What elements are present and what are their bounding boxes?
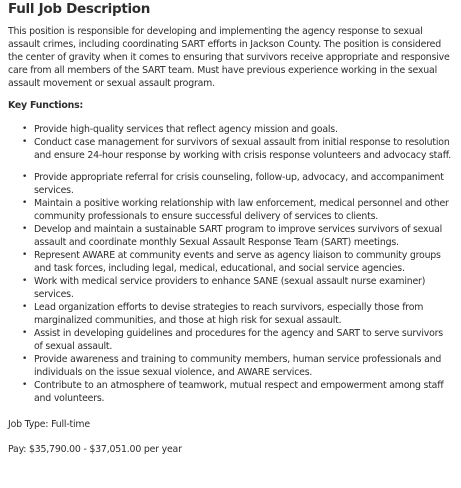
list-item	[8, 197, 453, 223]
list-item	[8, 123, 453, 136]
job-type-text: Job Type: Full-time	[8, 419, 90, 430]
list-item	[8, 353, 453, 379]
list-item-text: Provide high-quality services that reflect agency mission and goals.	[34, 124, 338, 135]
bullet-icon: •	[22, 137, 28, 147]
pay-text: Pay: $35,790.00 - $37,051.00 per year	[8, 444, 182, 455]
list-item-text: Develop and maintain a sustainable SART program to improve services survivors of sexual assault and coordinate monthly Sexual Assault Response Team (SART) meetings.	[34, 224, 443, 248]
list-item	[8, 171, 453, 197]
list-item-text: Assist in developing guidelines and procedures for the agency and SART to serve survivors of sexual assault.	[34, 328, 443, 352]
list-item	[8, 136, 453, 162]
description-paragraph: This position is responsible for developing and implementing the agency response to sexual assault crimes, including coordinating SART efforts in Jackson County. The position is considered the center of gravity when it comes to ensuring that survivors receive appropriate and responsive care from all members of the SART team. Must have previous experience working in the sexual assault movement or sexual assault program.	[8, 26, 450, 89]
bullet-icon: •	[22, 198, 28, 208]
bullet-icon: •	[22, 250, 28, 260]
bullet-icon: •	[22, 328, 28, 338]
bullet-icon: •	[22, 224, 28, 234]
list-item	[8, 379, 453, 405]
bullet-icon: •	[22, 354, 28, 364]
list-item-text: Maintain a positive working relationship with law enforcement, medical personnel and other community professionals to ensure successful delivery of services to clients.	[34, 198, 449, 222]
bullet-icon: •	[22, 172, 28, 182]
list-item-text: Provide awareness and training to community members, human service professionals and individuals on the issue sexual violence, and AWARE services.	[34, 354, 442, 378]
list-item	[8, 301, 453, 327]
key-functions-heading: Key Functions:	[8, 100, 84, 111]
bullet-icon: •	[22, 302, 28, 312]
key-functions-list	[8, 123, 453, 405]
list-item	[8, 249, 453, 275]
list-item-text: Contribute to an atmosphere of teamwork, mutual respect and empowerment among staff and volunteers.	[34, 380, 444, 404]
list-item	[8, 327, 453, 353]
bullet-icon: •	[22, 380, 28, 390]
bullet-icon: •	[22, 124, 28, 134]
list-item-text: Conduct case management for survivors of sexual assault from initial response to resolution and ensure 24-hour response by working with crisis response volunteers and advocacy staff.	[34, 137, 452, 161]
list-item	[8, 223, 453, 249]
bullet-icon: •	[22, 276, 28, 286]
list-item-text: Represent AWARE at community events and serve as agency liaison to community groups and task forces, including legal, medical, educational, and social service agencies.	[34, 250, 441, 274]
list-item-text: Work with medical service providers to enhance SANE (sexual assault nurse examiner) services.	[34, 276, 426, 300]
list-item-text: Lead organization efforts to devise strategies to reach survivors, especially those from marginalized communities, and those at high risk for sexual assault.	[34, 302, 424, 326]
list-item-text: Provide appropriate referral for crisis counseling, follow-up, advocacy, and accompaniment services.	[34, 172, 444, 196]
page-title: Full Job Description	[8, 1, 151, 17]
list-item	[8, 275, 453, 301]
